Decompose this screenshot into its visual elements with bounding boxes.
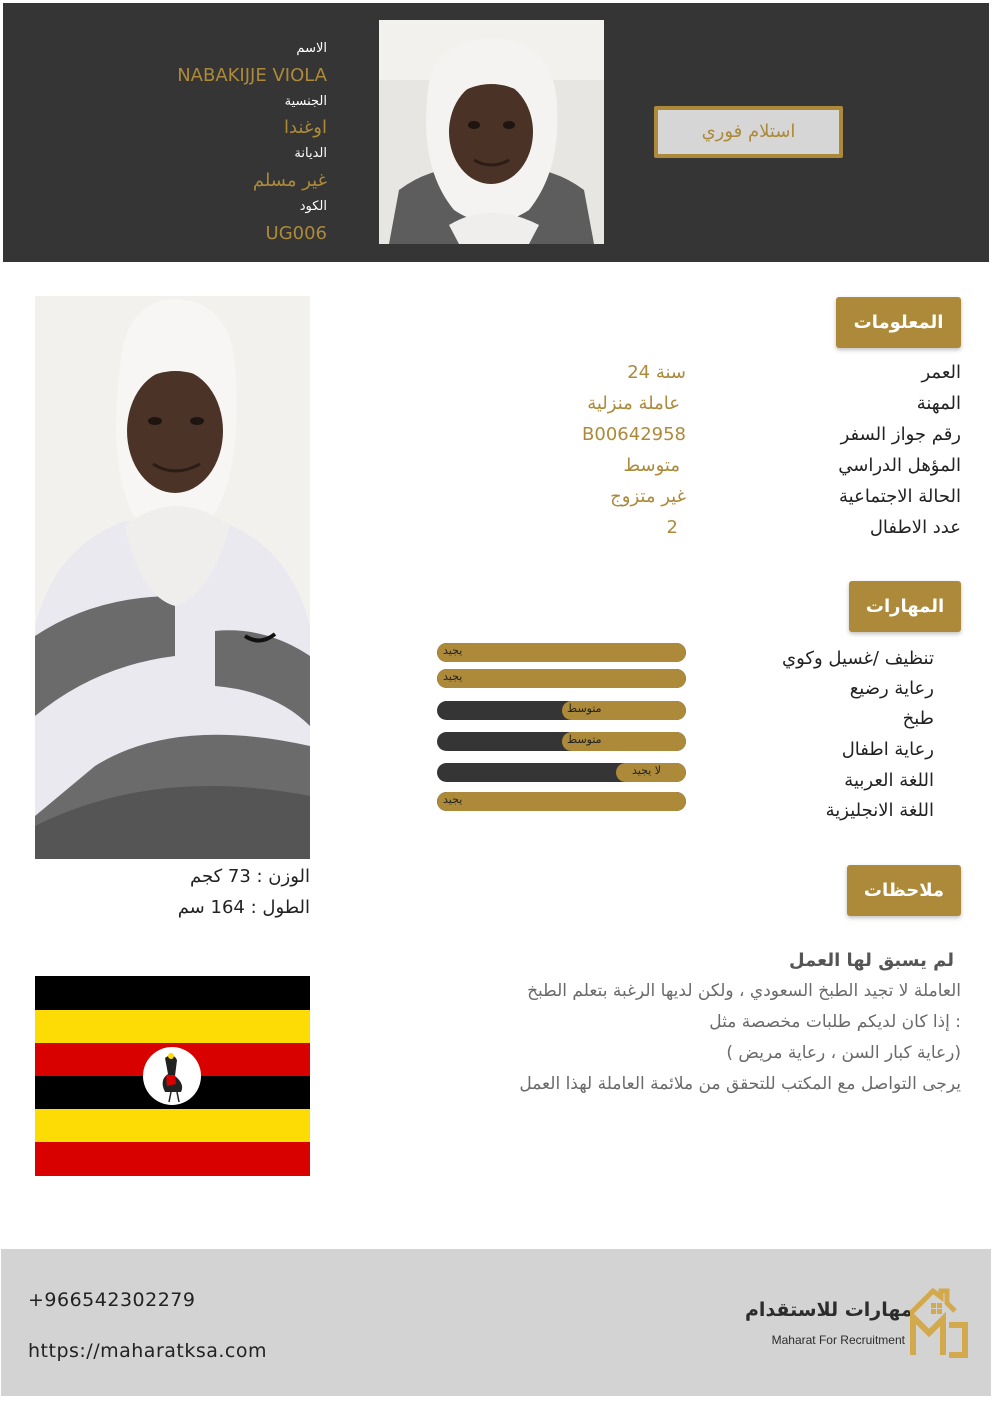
logo-house-icon — [907, 1285, 969, 1359]
profile-photo-large — [35, 296, 310, 859]
skill-level-text: لا يجيد — [632, 764, 662, 777]
skill-label: رعاية اطفال — [841, 739, 934, 760]
skill-level-bar — [437, 792, 686, 811]
skill-level-text: يجيد — [443, 670, 463, 683]
marital-status-label: الحالة الاجتماعية — [839, 486, 961, 507]
skill-level-text: يجيد — [443, 644, 463, 657]
weight-text: الوزن : 73 كجم — [190, 866, 310, 887]
notes-line: العاملة لا تجيد الطبخ السعودي ، ولكن لديها الرغبة بتعلم الطبخ — [527, 981, 961, 1001]
skill-level-fill — [437, 643, 686, 662]
skill-level-fill — [437, 669, 686, 688]
notes-line: يرجى التواصل مع المكتب للتحقق من ملائمة العاملة لهذا العمل — [519, 1074, 961, 1094]
skill-label: اللغة العربية — [844, 770, 934, 791]
info-section-title: المعلومات — [836, 297, 961, 348]
code-value: UG006 — [265, 223, 327, 244]
company-logo — [743, 1285, 969, 1363]
religion-label: الديانة — [294, 146, 327, 161]
skill-label: اللغة الانجليزية — [825, 800, 934, 821]
profile-photo-small — [379, 20, 604, 244]
age-label: العمر — [921, 362, 961, 383]
children-value: 2 — [666, 517, 678, 538]
skill-label: رعاية رضيع — [849, 678, 934, 699]
passport-label: رقم جواز السفر — [840, 424, 961, 445]
skill-label: طبخ — [902, 708, 934, 729]
religion-value: غير مسلم — [252, 170, 327, 191]
code-label: الكود — [299, 199, 327, 214]
skill-level-text: يجيد — [443, 793, 463, 806]
skill-level-text: متوسط — [567, 702, 602, 715]
skill-level-bar — [437, 701, 686, 720]
skill-level-bar — [437, 643, 686, 662]
passport-value: B00642958 — [582, 424, 686, 445]
education-label: المؤهل الدراسي — [838, 455, 961, 476]
skill-level-bar — [437, 732, 686, 751]
marital-status-value: غير متزوج — [610, 486, 686, 507]
skills-section-title: المهارات — [849, 581, 961, 632]
uganda-flag-image — [35, 976, 310, 1176]
phone-number[interactable]: +966542302279 — [28, 1289, 196, 1311]
profession-value: عاملة منزلية — [587, 393, 680, 414]
profession-label: المهنة — [916, 393, 961, 414]
notes-section-title: ملاحظات — [847, 865, 961, 916]
instant-delivery-button[interactable]: استلام فوري — [654, 106, 843, 158]
skill-level-text: متوسط — [567, 733, 602, 746]
notes-line: إذا كان لديكم طلبات مخصصة مثل : — [709, 1012, 961, 1032]
height-text: الطول : 164 سم — [177, 897, 310, 918]
age-value: 24 سنة — [627, 362, 686, 383]
website-link[interactable]: https://maharatksa.com — [28, 1340, 268, 1362]
skill-level-bar — [437, 669, 686, 688]
nationality-value: اوغندا — [284, 117, 327, 138]
name-value: NABAKIJJE VIOLA — [177, 65, 327, 86]
skill-level-fill — [437, 792, 686, 811]
name-label: الاسم — [296, 41, 327, 56]
notes-line: ( رعاية كبار السن ، رعاية مريض) — [726, 1043, 961, 1063]
footer-bar — [1, 1249, 991, 1396]
skill-level-bar — [437, 763, 686, 782]
logo-arabic-text: مهارات للاستقدام — [745, 1299, 913, 1321]
skill-label: تنظيف /غسيل وكوي — [782, 648, 934, 669]
education-value: متوسط — [623, 455, 680, 476]
children-label: عدد الاطفال — [869, 517, 961, 538]
logo-english-text: Maharat For Recruitment — [771, 1333, 905, 1347]
notes-heading: لم يسبق لها العمل — [789, 950, 954, 971]
nationality-label: الجنسية — [284, 94, 327, 109]
